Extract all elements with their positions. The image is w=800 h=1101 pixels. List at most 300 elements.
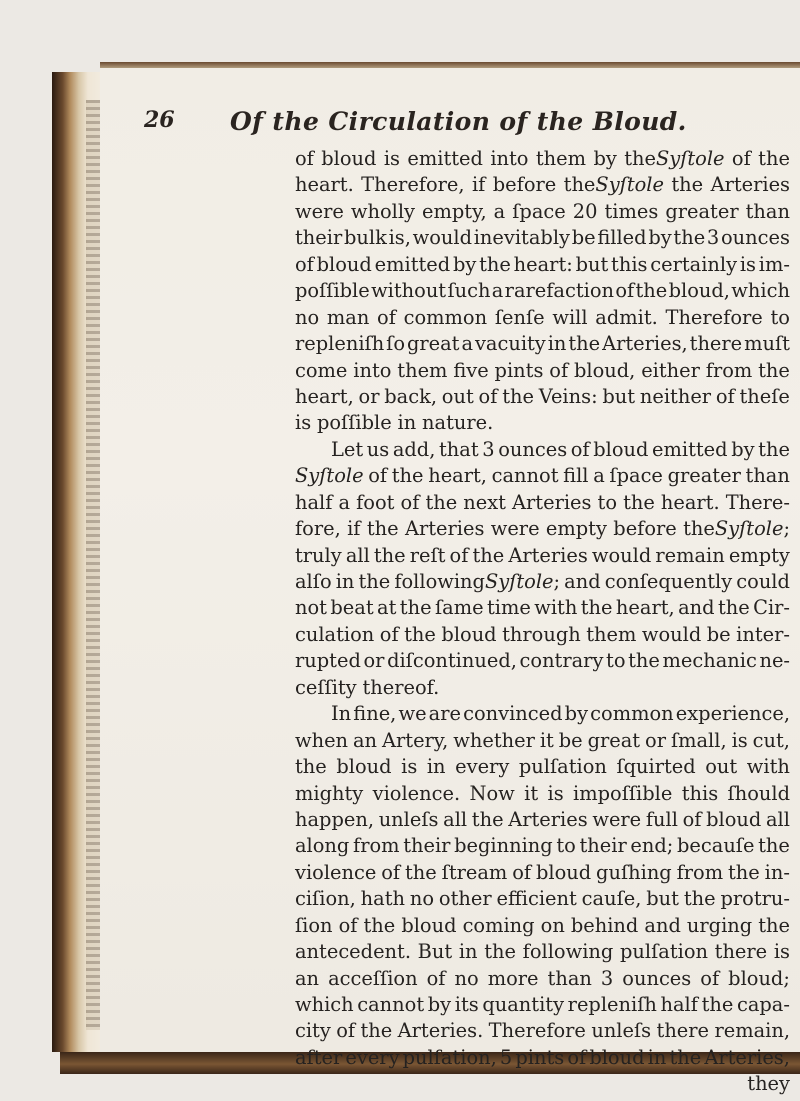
word: by (731, 437, 755, 461)
word: and (564, 570, 601, 593)
word: is (401, 755, 418, 779)
word: were (295, 199, 344, 223)
word: would (412, 226, 472, 250)
word: and (678, 596, 715, 620)
word: bloud (589, 1045, 645, 1069)
word: by (648, 226, 672, 250)
word: foot (356, 490, 395, 514)
word: ſtream (441, 860, 508, 884)
word: There- (725, 490, 790, 514)
word: into (490, 147, 529, 170)
word: of (377, 305, 396, 329)
word: there (656, 1019, 710, 1043)
word: common (590, 702, 674, 726)
text-line (295, 939, 790, 965)
word: if (347, 517, 361, 541)
word: reſt (409, 543, 446, 567)
word: heart, (295, 384, 354, 408)
word: contrary (519, 649, 604, 673)
word: fine, (353, 702, 397, 726)
word: filled (597, 226, 647, 250)
word: is (773, 940, 790, 964)
word: could (736, 570, 790, 593)
word: from (353, 834, 400, 858)
word: Arteries (512, 490, 592, 514)
word: ſpace (512, 199, 566, 223)
word: theSyſtole; (683, 517, 790, 541)
word: to (770, 305, 790, 329)
word: half (295, 490, 333, 514)
text-line (295, 833, 790, 859)
word: diſcontinued, (387, 649, 517, 673)
word: full (645, 807, 678, 831)
word: is (547, 781, 564, 805)
word: of (449, 543, 469, 567)
word: a (338, 490, 351, 514)
word: their (403, 834, 451, 858)
word: ounces (498, 437, 568, 461)
word: the (404, 860, 437, 884)
word: theſe (739, 384, 790, 408)
word: beat (330, 596, 374, 620)
word: In (331, 702, 352, 726)
word: city (295, 1019, 331, 1043)
word: acceſſion (328, 966, 418, 990)
word: it (539, 728, 554, 752)
word: empty (728, 543, 790, 567)
word: bloud, (573, 358, 636, 382)
word: all (345, 543, 370, 567)
word: bloud (706, 807, 762, 831)
word: bloud (316, 252, 372, 276)
word: violence (295, 860, 377, 884)
word: becauſe (677, 834, 755, 858)
text-line (295, 648, 790, 674)
word: experience, (675, 702, 790, 726)
word: unleſs (591, 1019, 652, 1043)
word: back, (384, 384, 438, 408)
word: Cir- (753, 596, 790, 620)
running-head (144, 107, 750, 143)
word: but (575, 252, 609, 276)
word: them (535, 147, 587, 170)
text-line (295, 543, 790, 569)
word: of (731, 147, 751, 170)
word: bloud (441, 622, 497, 646)
word: their (579, 834, 627, 858)
word: we (398, 702, 427, 726)
word: antecedent. (295, 940, 411, 964)
word: impoſſible (573, 781, 673, 805)
word: an (295, 966, 320, 990)
word: common (403, 305, 488, 329)
word: Arteries (508, 807, 588, 831)
word: the (683, 887, 716, 911)
word: or (358, 384, 380, 408)
word: rarefaction (504, 279, 614, 303)
word: Therefore (665, 305, 763, 329)
word: the (360, 1019, 393, 1043)
word: than (745, 199, 790, 223)
word: the (580, 596, 613, 620)
word: be (571, 226, 596, 250)
word: 3 (482, 437, 495, 461)
word: or (363, 649, 385, 673)
word: beginning (454, 834, 553, 858)
word: ſion (295, 913, 333, 937)
text-line (295, 886, 790, 912)
word: 5 (499, 1045, 513, 1069)
word: after (295, 1045, 343, 1069)
word: the (758, 834, 790, 858)
word: cannot (491, 464, 559, 488)
word: bloud; (728, 966, 790, 990)
word: heart, (428, 464, 487, 488)
word: Arteries, (602, 332, 688, 356)
word: ſo (386, 332, 406, 356)
word: is, (388, 226, 411, 250)
word: im- (758, 252, 790, 276)
word: no (295, 305, 320, 329)
word: when (295, 728, 349, 752)
word: Arteries. (397, 1019, 484, 1043)
word: ſpace (609, 464, 663, 488)
word: the (391, 464, 424, 488)
word: great (587, 728, 641, 752)
word: all (443, 807, 468, 831)
word: every (455, 755, 510, 779)
word: no (454, 966, 479, 990)
text-line (295, 225, 790, 251)
word: bloud (321, 147, 377, 170)
word: the (673, 226, 706, 250)
word: a (493, 199, 506, 223)
word: will (552, 305, 588, 329)
text-line (295, 252, 790, 278)
word: inevitably (473, 226, 570, 250)
text-line (295, 728, 790, 754)
word: ounces (622, 966, 692, 990)
page-number: 26 (144, 107, 175, 133)
word: poſſible (316, 411, 392, 435)
word: rupted (295, 649, 361, 673)
word: a (491, 279, 504, 303)
word: of (715, 384, 735, 408)
word: bloud (535, 860, 592, 884)
word: the (399, 596, 432, 620)
word: there (689, 332, 743, 356)
word: of (379, 622, 399, 646)
word: through (502, 622, 581, 646)
word: ſame (434, 596, 484, 620)
word: times (604, 199, 659, 223)
catchword (295, 1071, 790, 1097)
word: culation (295, 622, 375, 646)
word: next (463, 490, 506, 514)
word: but (602, 384, 636, 408)
word: theSyſtole (624, 147, 725, 170)
word: to (606, 649, 626, 673)
catchword-text: they (747, 1072, 790, 1096)
word: bloud (593, 437, 649, 461)
word: this (681, 781, 719, 805)
word: guſhing (596, 860, 672, 884)
word: muſt (744, 332, 790, 356)
word: every (345, 1045, 400, 1069)
text-line (295, 172, 790, 198)
word: nature. (422, 411, 494, 435)
word: remain, (714, 1019, 790, 1043)
word: were (490, 517, 540, 541)
word: at (377, 596, 397, 620)
word: of (549, 358, 569, 382)
word: ſhould (727, 781, 790, 805)
word: there (714, 940, 768, 964)
word: of (478, 384, 498, 408)
word: heart. (295, 173, 354, 197)
word: us (366, 437, 390, 461)
word: remain (655, 543, 725, 567)
word: end; (630, 834, 674, 858)
word: empty, (422, 199, 487, 223)
word: or (645, 728, 666, 752)
word: the (701, 993, 734, 1016)
word: no (409, 887, 435, 911)
word: the (295, 755, 327, 779)
word: the (568, 332, 601, 356)
word: heart, (615, 596, 675, 620)
word: Veins: (538, 384, 598, 408)
word: bulk (343, 226, 387, 250)
word: other (438, 887, 492, 911)
word: out (441, 384, 474, 408)
header-title: Of the Circulation of the Bloud. (230, 107, 687, 136)
text-line (295, 146, 790, 172)
word: of (682, 807, 702, 831)
word: Now (469, 781, 515, 805)
word: the (502, 384, 534, 408)
word: great (406, 332, 460, 356)
word: the (671, 173, 704, 197)
word: is (739, 252, 757, 276)
word: by (427, 993, 452, 1016)
word: the (728, 860, 760, 884)
word: the (635, 279, 668, 303)
word: in (458, 940, 478, 964)
word: cauſe, (581, 887, 642, 911)
word: is (383, 147, 400, 170)
word: vacuity (474, 332, 546, 356)
word: a (593, 464, 605, 488)
word: if (471, 173, 486, 197)
word: the (758, 358, 790, 382)
word: of (295, 147, 314, 170)
word: wholly (350, 199, 415, 223)
word: 20 (572, 199, 598, 223)
word: of (615, 279, 635, 303)
word: of (295, 252, 314, 276)
word: ſuch (447, 279, 491, 303)
word: ciſion, (295, 887, 356, 911)
word: coming (462, 913, 535, 937)
word: the (373, 543, 406, 567)
word: the (425, 490, 458, 514)
word: five (453, 358, 489, 382)
word: be (558, 728, 583, 752)
word: were (592, 807, 642, 831)
word: the (628, 649, 660, 673)
word: the (363, 913, 396, 937)
word: Syſtole (295, 464, 364, 488)
word: Arteries (404, 517, 485, 541)
text-line (295, 516, 790, 542)
text-line (295, 490, 790, 516)
word: in (335, 570, 355, 593)
word: Artery, (382, 728, 449, 752)
word: the (669, 1045, 702, 1069)
word: behind (570, 913, 639, 937)
text-line (295, 966, 790, 992)
word: the (758, 913, 790, 937)
text-line (295, 860, 790, 886)
word: the (471, 807, 504, 831)
text-line (295, 754, 790, 780)
word: but (646, 887, 679, 911)
word: protru- (720, 887, 790, 911)
word: of (700, 966, 720, 990)
word: with (534, 596, 578, 620)
word: of (338, 913, 358, 937)
word: ceſſity (295, 675, 357, 699)
word: Arteries, (704, 1045, 790, 1069)
word: is (731, 728, 748, 752)
word: from (705, 358, 753, 382)
word: pints (515, 1045, 565, 1069)
word: would (591, 543, 652, 567)
word: come (295, 358, 348, 382)
word: and (644, 913, 681, 937)
word: theSyſtole (563, 173, 664, 197)
word: inter- (736, 622, 790, 646)
word: of (336, 1019, 356, 1043)
word: of (512, 860, 532, 884)
text-line (295, 569, 790, 595)
word: without (371, 279, 447, 303)
word: quantity (482, 993, 565, 1016)
word: repleniſh (295, 332, 385, 356)
word: the (472, 543, 505, 567)
word: either (641, 358, 700, 382)
word: into (353, 358, 392, 382)
word: repleniſh (567, 993, 657, 1016)
word: of (567, 1045, 587, 1069)
word: its (454, 993, 479, 1016)
word: pulſation (518, 755, 607, 779)
word: to (597, 490, 617, 514)
text-line (295, 675, 790, 701)
word: that (439, 437, 479, 461)
word: ſquirted (616, 755, 696, 779)
word: more (487, 966, 539, 990)
word: half (660, 993, 698, 1016)
word: efficient (496, 887, 577, 911)
word: than (745, 464, 790, 488)
word: poſſible (295, 279, 370, 303)
word: happen, (295, 807, 375, 831)
word: ounces (721, 226, 790, 250)
text-line (295, 992, 790, 1018)
text-line (295, 1045, 790, 1071)
word: Arteries (508, 543, 588, 567)
word: of (570, 437, 590, 461)
word: 3 (706, 226, 720, 250)
text-line (295, 701, 790, 727)
word: in (547, 332, 567, 356)
word: the (366, 517, 399, 541)
text-line (295, 463, 790, 489)
text-line (295, 278, 790, 304)
word: whether (453, 728, 535, 752)
word: greater (667, 464, 741, 488)
word: by (593, 147, 617, 170)
word: heart. (660, 490, 720, 514)
word: them (397, 358, 448, 382)
word: Therefore (488, 1019, 586, 1043)
text-line (295, 622, 790, 648)
word: than (547, 966, 592, 990)
word: before (492, 173, 557, 197)
word: hath (360, 887, 405, 911)
word: thereof. (362, 675, 440, 699)
word: by (452, 252, 477, 276)
word: Therefore, (361, 173, 465, 197)
word: ſmall, (670, 728, 727, 752)
word: pints (494, 358, 544, 382)
word: on (540, 913, 565, 937)
word: them (586, 622, 637, 646)
word: But (417, 940, 453, 964)
word: empty (545, 517, 607, 541)
word: conſequently (604, 570, 733, 593)
word: bloud (401, 913, 457, 937)
word: it (524, 781, 539, 805)
word: the (479, 252, 511, 276)
word: all (766, 807, 790, 831)
word: ne- (759, 649, 790, 673)
word: of (426, 966, 446, 990)
word: emitted (652, 437, 728, 461)
text-line (295, 305, 790, 331)
word: with (746, 755, 790, 779)
word: capa- (736, 993, 790, 1016)
word: of (400, 490, 420, 514)
word: before (613, 517, 677, 541)
word: along (295, 834, 350, 858)
word: mechanic (662, 649, 757, 673)
word: 3 (600, 966, 614, 990)
word: is (295, 411, 312, 435)
word: fore, (295, 517, 341, 541)
word: the (623, 490, 655, 514)
text-line (295, 437, 790, 463)
word: in (647, 1045, 667, 1069)
word: admit. (595, 305, 658, 329)
word: man (326, 305, 370, 329)
word: alſo (295, 570, 332, 593)
word: a (461, 332, 473, 356)
word: greater (665, 199, 739, 223)
word: convinced (463, 702, 563, 726)
